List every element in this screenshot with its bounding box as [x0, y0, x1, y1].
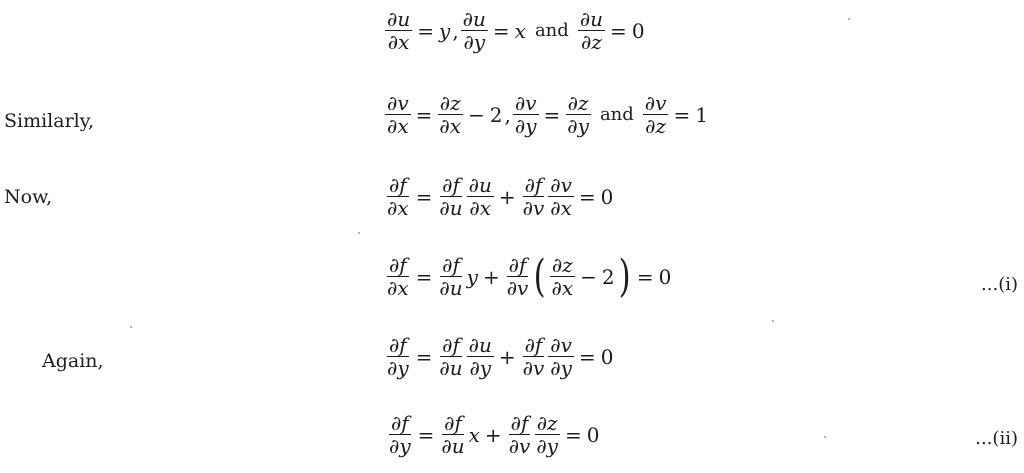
equation-partials-of-v: $\frac{\partial v}{\partial x}$ = $\frac{\partial z}{\partial x}$ − 2 , $\frac{\partial v}{\partial y}$ = $\frac{\partial z}{\partial y}$ and $\frac{\partial v}{\partial z}$ = 1	[387, 91, 708, 138]
fraction: $\frac{\partial f}{\partial v}$	[508, 411, 531, 458]
fraction: $\frac{\partial u}{\partial y}$	[462, 7, 486, 54]
fraction: $\frac{\partial f}{\partial x}$	[387, 173, 409, 220]
fraction: $\frac{\partial u}{\partial z}$	[579, 7, 604, 54]
fraction: $\frac{\partial f}{\partial x}$	[387, 253, 409, 300]
left-parenthesis: (	[533, 250, 546, 302]
fraction: $\frac{\partial z}{\partial x}$	[439, 91, 462, 138]
scan-speck	[358, 232, 360, 234]
fraction: $\frac{\partial v}{\partial y}$	[514, 91, 537, 138]
fraction: $\frac{\partial f}{\partial v}$	[506, 253, 529, 300]
equation-chain-rule-x: $\frac{\partial f}{\partial x}$ = $\frac{\partial f}{\partial u}$ $\frac{\partial u}{\partial x}$ + $\frac{\partial f}{\partial v}$ $\frac{\partial v}{\partial x}$ = 0	[387, 173, 614, 220]
fraction: $\frac{\partial f}{\partial u}$	[441, 411, 465, 458]
label-similarly: Similarly,	[4, 110, 94, 132]
equation-number-ii: ...(ii)	[975, 428, 1018, 449]
scan-speck	[848, 18, 850, 20]
fraction: $\frac{\partial u}{\partial y}$	[468, 333, 492, 380]
label-now: Now,	[4, 186, 53, 208]
fraction: $\frac{\partial f}{\partial y}$	[389, 411, 411, 458]
label-again: Again,	[42, 350, 104, 372]
fraction: $\frac{\partial v}{\partial z}$	[644, 91, 667, 138]
right-parenthesis: )	[618, 250, 631, 302]
scan-speck	[772, 320, 774, 322]
fraction: $\frac{\partial f}{\partial u}$	[439, 333, 463, 380]
fraction: $\frac{\partial f}{\partial v}$	[522, 173, 545, 220]
equation-i: $\frac{\partial f}{\partial x}$ = $\frac{\partial f}{\partial u}$ y + $\frac{\partial f}{\partial v}$ ( $\frac{\partial z}{\partial x}$ − 2 ) = 0	[387, 250, 672, 302]
equation-number-i: ...(i)	[981, 274, 1018, 295]
scan-speck	[130, 326, 132, 328]
fraction: $\frac{\partial z}{\partial x}$	[551, 253, 574, 300]
equation-ii: $\frac{\partial f}{\partial y}$ = $\frac{\partial f}{\partial u}$ x + $\frac{\partial f}{\partial v}$ $\frac{\partial z}{\partial y}$ = 0	[389, 411, 600, 458]
fraction: $\frac{\partial z}{\partial y}$	[536, 411, 558, 458]
fraction: $\frac{\partial f}{\partial v}$	[522, 333, 545, 380]
fraction: $\frac{\partial v}{\partial y}$	[550, 333, 572, 380]
fraction: $\frac{\partial f}{\partial y}$	[387, 333, 409, 380]
fraction: $\frac{\partial v}{\partial x}$	[550, 173, 572, 220]
fraction: $\frac{\partial f}{\partial u}$	[439, 253, 463, 300]
fraction: $\frac{\partial z}{\partial y}$	[567, 91, 589, 138]
fraction: $\frac{\partial u}{\partial x}$	[387, 7, 411, 54]
fraction: $\frac{\partial u}{\partial x}$	[468, 173, 492, 220]
equation-partials-of-u: $\frac{\partial u}{\partial x}$ = y , $\frac{\partial u}{\partial y}$ = x and $\frac{\partial u}{\partial z}$ = 0	[387, 7, 645, 54]
fraction: $\frac{\partial v}{\partial x}$	[387, 91, 409, 138]
scan-speck	[824, 436, 826, 438]
equation-chain-rule-y: $\frac{\partial f}{\partial y}$ = $\frac{\partial f}{\partial u}$ $\frac{\partial u}{\partial y}$ + $\frac{\partial f}{\partial v}$ $\frac{\partial v}{\partial y}$ = 0	[387, 333, 614, 380]
fraction: $\frac{\partial f}{\partial u}$	[439, 173, 463, 220]
